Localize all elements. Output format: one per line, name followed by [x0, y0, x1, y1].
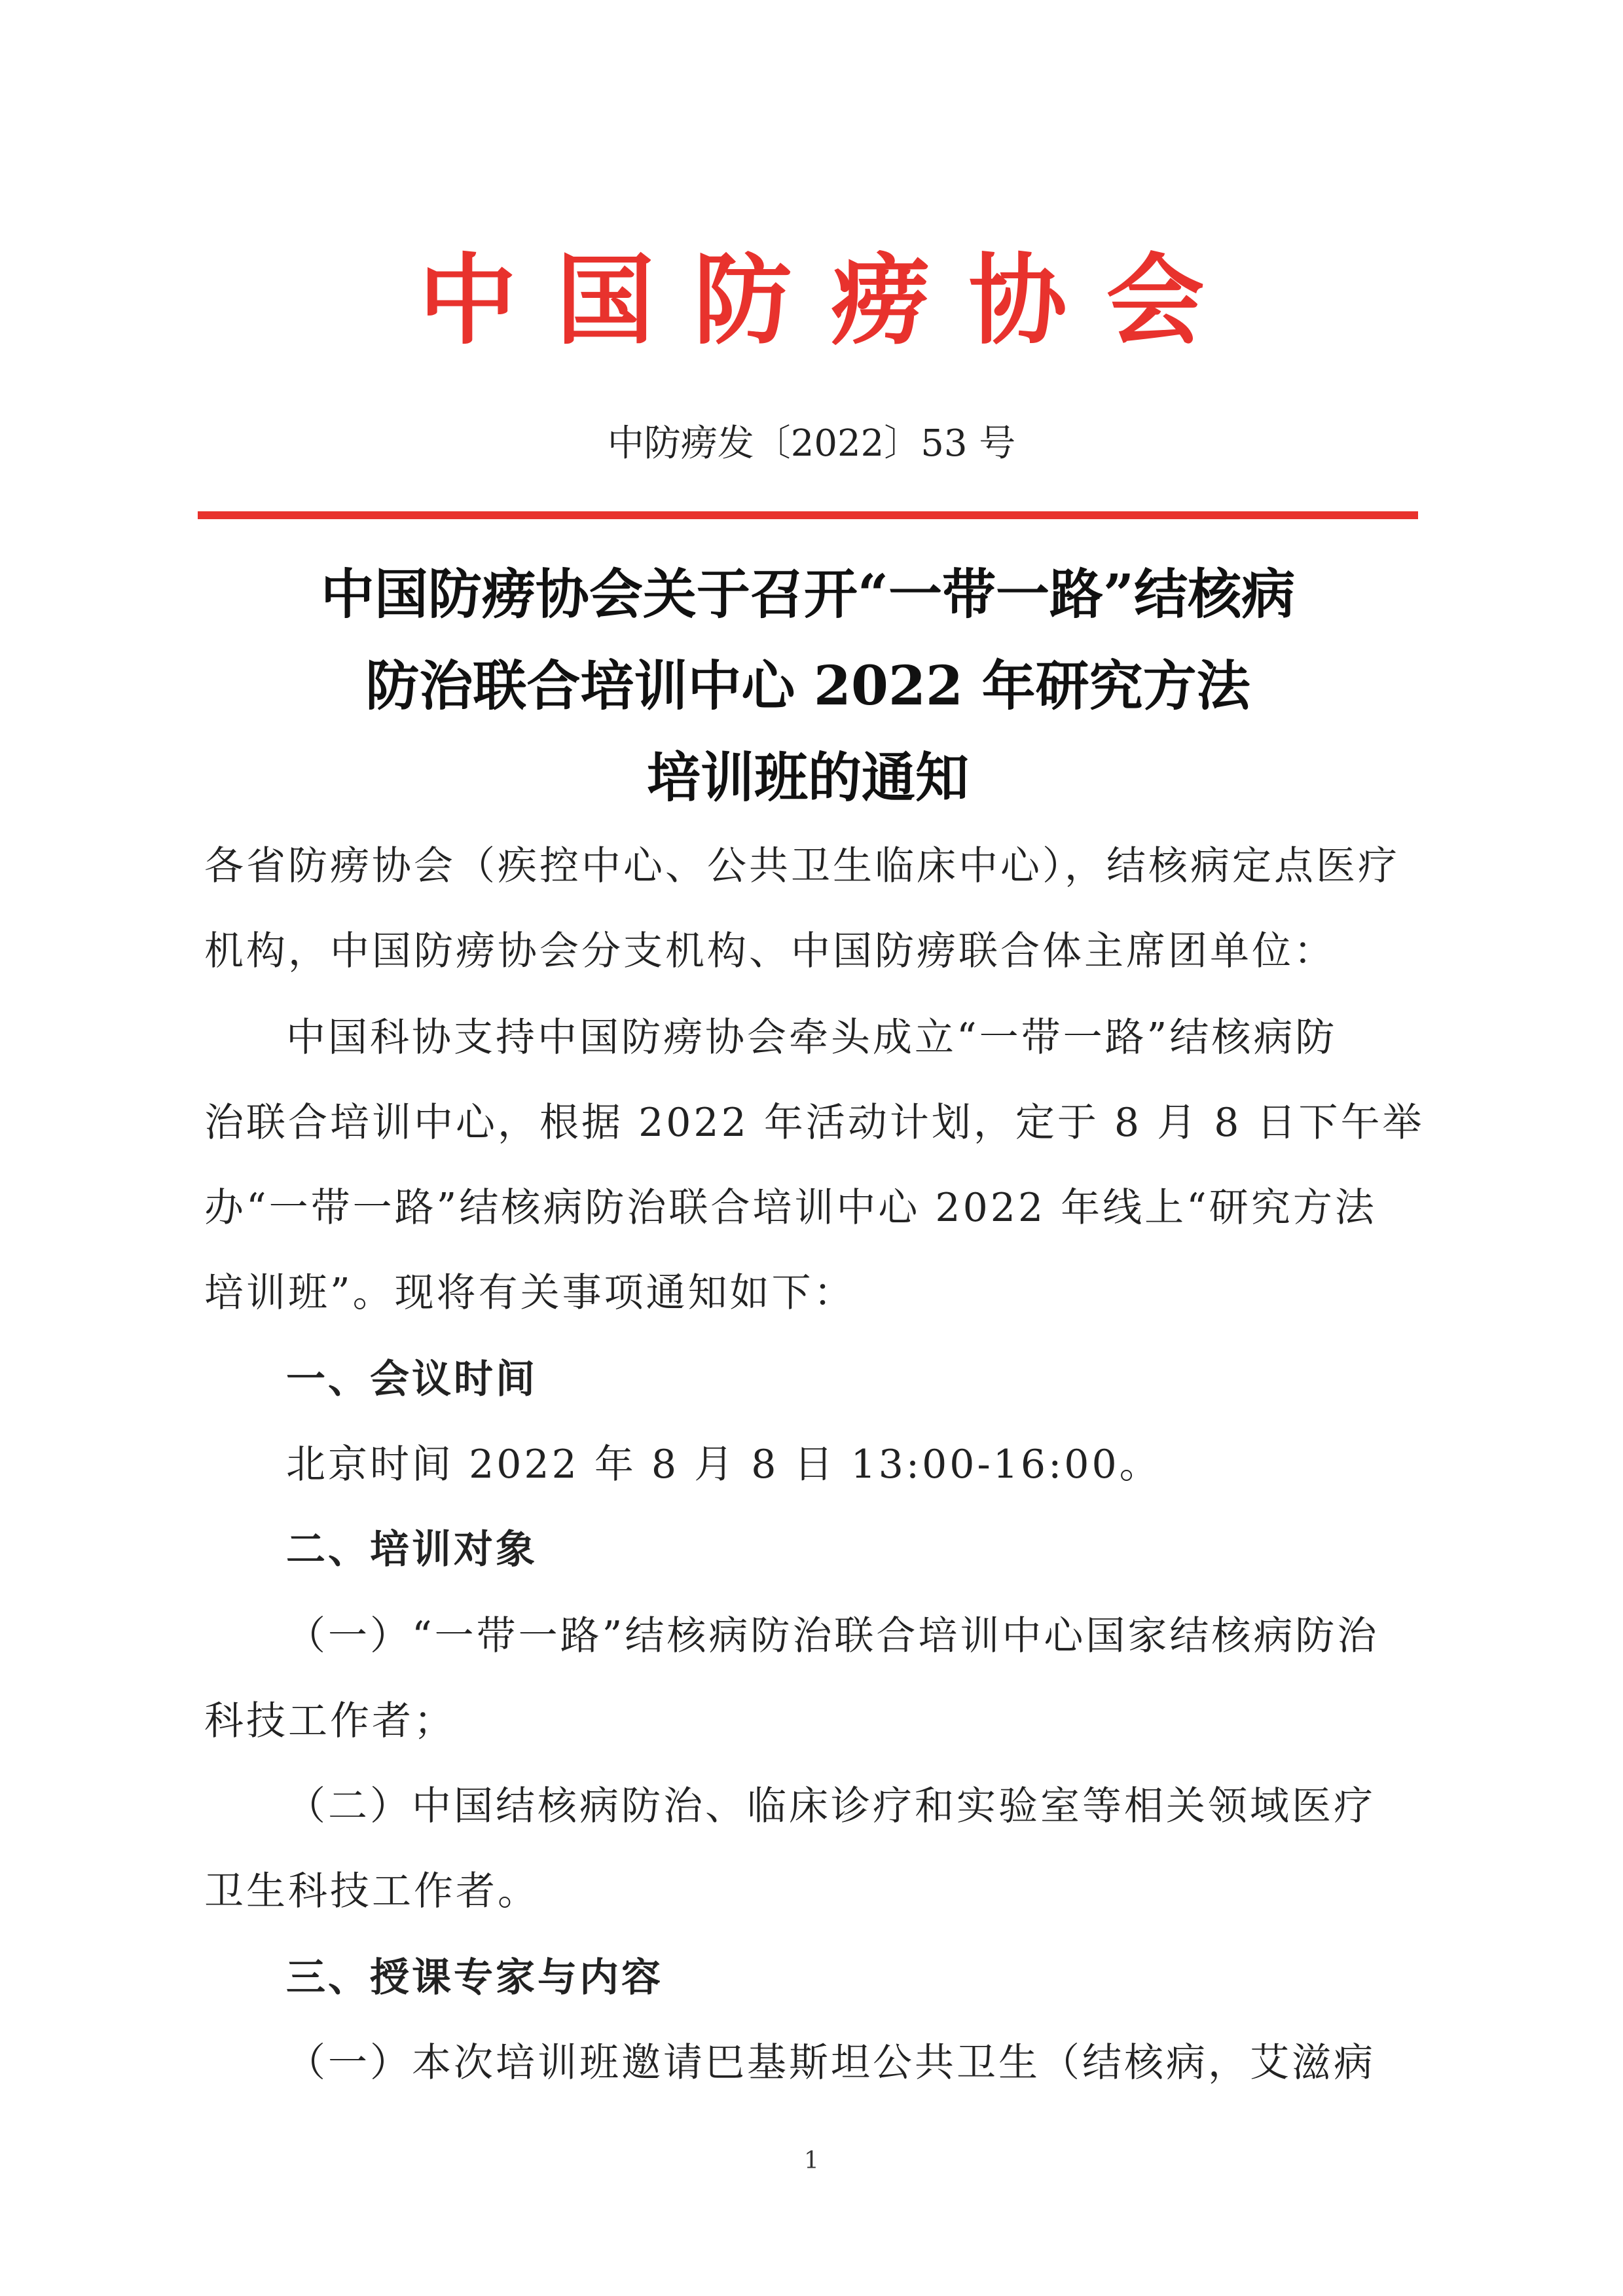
section-2-item-2-line-1: （二）中国结核病防治、临床诊疗和实验室等相关领域医疗	[286, 1783, 1376, 1829]
intro-line-1: 中国科协支持中国防痨协会牵头成立“一带一路”结核病防	[286, 1015, 1338, 1061]
intro-line-4: 培训班”。现将有关事项通知如下：	[204, 1270, 856, 1316]
intro-line-2: 治联合培训中心，根据 2022 年活动计划，定于 8 月 8 日下午举	[204, 1100, 1425, 1146]
section-2-item-2-line-2: 卫生科技工作者。	[204, 1868, 539, 1914]
addressee-line-2: 机构，中国防痨协会分支机构、中国防痨联合体主席团单位：	[204, 928, 1336, 974]
heading-line-3: 培训班的通知	[646, 746, 969, 809]
section-2-heading: 二、培训对象	[286, 1527, 538, 1573]
section-1-text: 北京时间 2022 年 8 月 8 日 13:00-16:00。	[286, 1442, 1161, 1487]
section-3-item-1-line-1: （一）本次培训班邀请巴基斯坦公共卫生（结核病，艾滋病	[286, 2040, 1376, 2086]
section-2-item-1-line-1: （一）“一带一路”结核病防治联合培训中心国家结核病防治	[286, 1613, 1379, 1659]
section-3-heading: 三、授课专家与内容	[286, 1955, 663, 2001]
addressee-line-1: 各省防痨协会（疾控中心、公共卫生临床中心），结核病定点医疗	[204, 843, 1400, 889]
section-1-heading: 一、会议时间	[286, 1357, 538, 1402]
heading-line-1: 中国防痨协会关于召开“一带一路”结核病	[320, 563, 1296, 626]
red-separator-line	[198, 511, 1418, 519]
document-number: 中防痨发〔2022〕53 号	[607, 422, 1016, 465]
heading-line-2: 防治联合培训中心 2022 年研究方法	[365, 655, 1250, 718]
page-number: 1	[804, 2147, 819, 2174]
organization-title: 中国防痨协会	[418, 244, 1244, 358]
section-2-item-1-line-2: 科技工作者；	[204, 1698, 456, 1744]
intro-line-3: 办“一带一路”结核病防治联合培训中心 2022 年线上“研究方法	[204, 1185, 1377, 1231]
document-heading	[198, 549, 1418, 824]
